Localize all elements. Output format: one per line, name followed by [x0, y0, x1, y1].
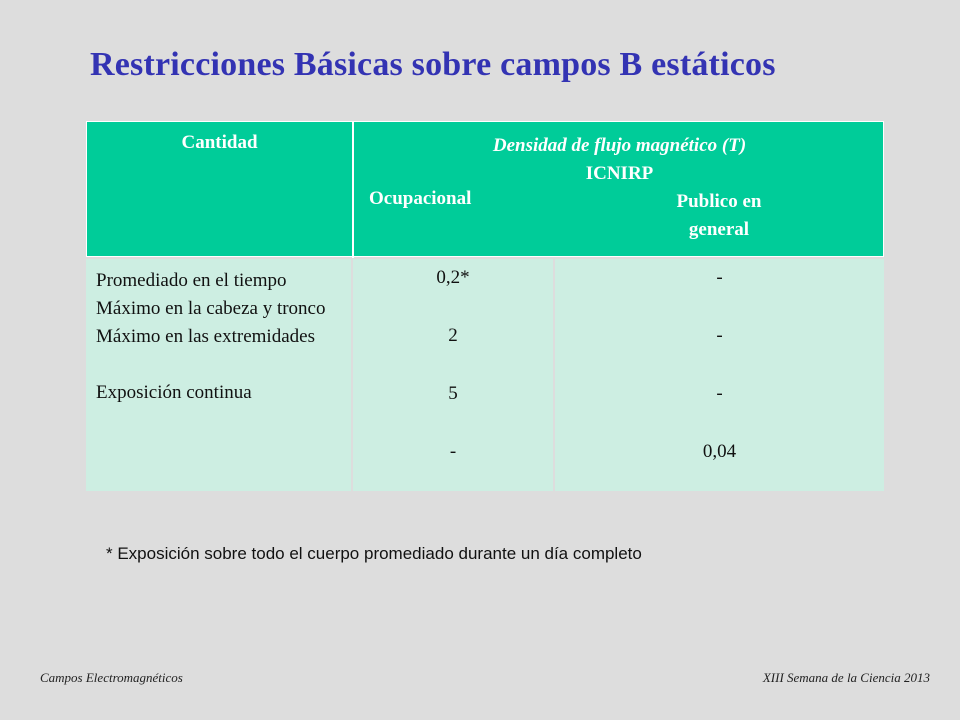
footer-left: Campos Electromagnéticos — [40, 670, 183, 685]
occupational-value: 5 — [448, 383, 458, 404]
slide-title: Restricciones Básicas sobre campos B estáticos — [90, 46, 776, 83]
cell-public — [555, 259, 884, 491]
table-body-row — [86, 259, 884, 491]
public-value: - — [716, 383, 723, 404]
occupational-value: 0,2* — [436, 267, 470, 288]
header-density-title: Densidad de flujo magnético (T) — [492, 135, 747, 156]
occupational-value: - — [449, 441, 457, 462]
header-public: Publico en general — [676, 191, 762, 240]
header-standard: ICNIRP — [585, 163, 654, 184]
public-value: 0,04 — [702, 441, 737, 462]
footer-right: XIII Semana de la Ciencia 2013 — [762, 670, 930, 685]
cell-occupational — [353, 259, 553, 491]
header-occupational: Ocupacional — [369, 188, 472, 209]
public-value: - — [716, 267, 723, 288]
header-cantidad: Cantidad — [181, 132, 258, 153]
restrictions-table — [86, 121, 884, 491]
table-header — [86, 121, 884, 257]
occupational-value: 2 — [448, 325, 458, 346]
public-value: - — [716, 325, 723, 346]
footnote: * Exposición sobre todo el cuerpo promediado durante un día completo — [106, 544, 642, 563]
cell-quantities — [86, 259, 351, 491]
header-density — [354, 132, 885, 188]
row-labels: Promediado en el tiempo Máximo en la cabeza y tronco Máximo en las extremidades Exposición continua — [96, 270, 326, 403]
